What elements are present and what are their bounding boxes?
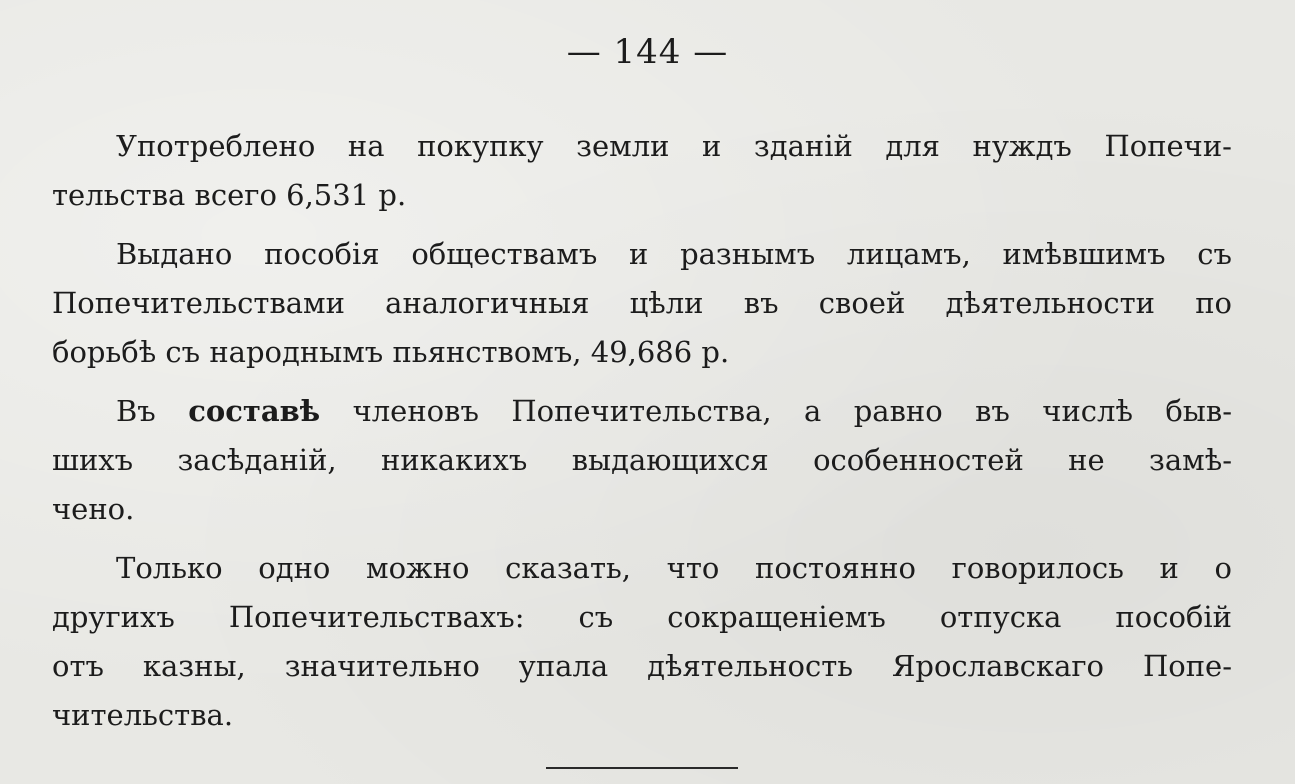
text-line: чено. <box>52 492 135 526</box>
text-line: тельства всего 6,531 р. <box>52 178 407 212</box>
text-line: борьбѣ съ народнымъ пьянствомъ, 49,686 р. <box>52 335 730 369</box>
text-line: Попечительствами аналогичныя цѣли въ своей дѣятельности по <box>52 286 1232 320</box>
paragraph-grants <box>52 230 1232 377</box>
paragraph-composition <box>52 387 1232 534</box>
page-number: — 144 — <box>566 32 729 72</box>
text-line <box>52 387 1232 436</box>
end-rule <box>546 767 738 769</box>
text-line: другихъ Попечительствахъ: съ сокращеніемъ отпуска пособій <box>52 600 1232 634</box>
bold-word: составѣ <box>188 394 321 428</box>
paragraph-land-purchase <box>52 122 1232 220</box>
text-line: чительства. <box>52 698 234 732</box>
text-run: Въ <box>116 394 156 428</box>
body-text <box>52 122 1232 740</box>
text-line: шихъ засѣданій, никакихъ выдающихся особенностей не замѣ- <box>52 443 1232 477</box>
text-line: Выдано пособія обществамъ и разнымъ лицамъ, имѣвшимъ съ <box>116 237 1232 271</box>
text-line: Только одно можно сказать, что постоянно говорилось и о <box>116 551 1232 585</box>
text-line: отъ казны, значительно упала дѣятельность Ярославскаго Попе- <box>52 649 1232 683</box>
paragraph-decline <box>52 544 1232 740</box>
text-line: Употреблено на покупку земли и зданій для нуждъ Попечи- <box>116 129 1232 163</box>
text-run: членовъ Попечительства, а равно въ числѣ быв- <box>352 394 1232 428</box>
